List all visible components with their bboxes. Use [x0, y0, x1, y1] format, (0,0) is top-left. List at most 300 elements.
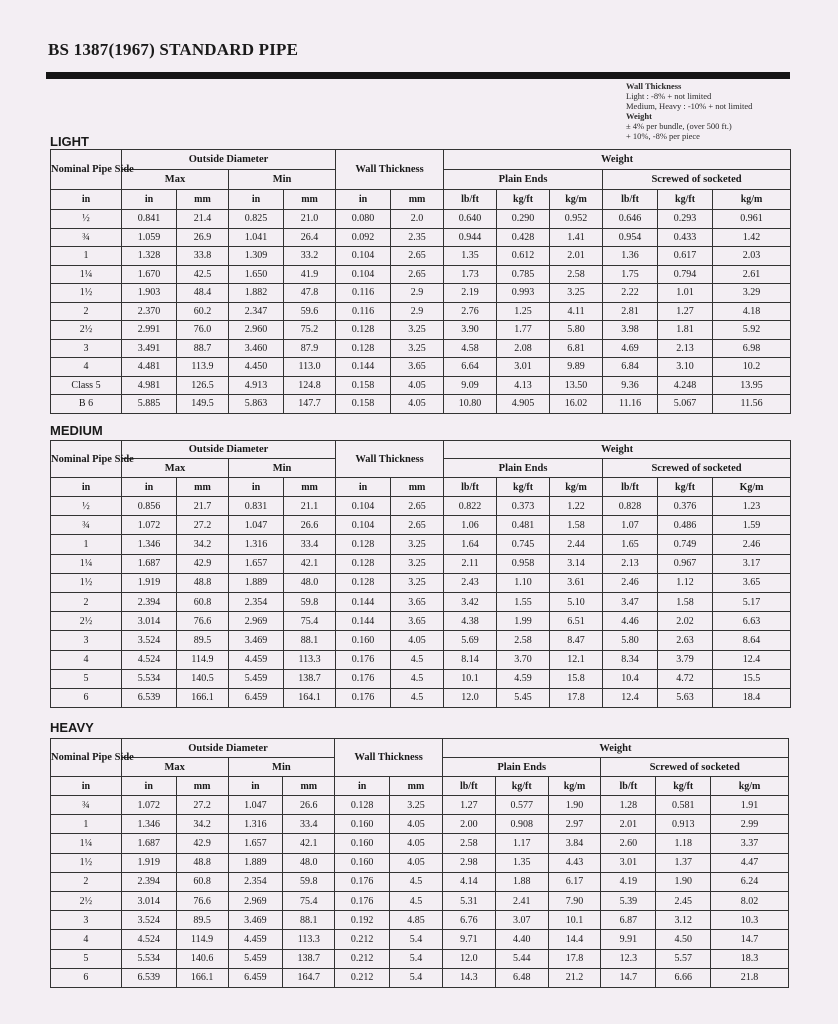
- table-cell: 140.6: [176, 949, 228, 968]
- table-cell: 42.5: [177, 265, 229, 284]
- table-cell: 5.63: [658, 688, 713, 707]
- table-cell: 75.4: [283, 891, 335, 910]
- table-cell: 6.81: [550, 339, 603, 358]
- table-cell: 26.6: [284, 516, 336, 535]
- table-cell: 1.41: [550, 228, 603, 247]
- table-cell: 1.23: [713, 497, 791, 516]
- table-cell: 1.27: [442, 796, 495, 815]
- table-cell: 0.116: [336, 302, 391, 321]
- table-cell: 2.63: [658, 631, 713, 650]
- table-cell: 10.1: [548, 911, 601, 930]
- table-cell: 5.534: [122, 669, 177, 688]
- table-cell: 0.617: [658, 247, 713, 266]
- table-cell: 89.5: [176, 911, 228, 930]
- table-cell: 0.856: [122, 497, 177, 516]
- unit-header: in: [228, 777, 283, 796]
- table-cell: 2.08: [497, 339, 550, 358]
- table-cell: 1.58: [658, 592, 713, 611]
- table-cell: 3.65: [391, 592, 444, 611]
- unit-header: in: [336, 190, 391, 210]
- table-cell: 0.952: [550, 210, 603, 229]
- table-cell: 5.10: [550, 592, 603, 611]
- table-cell: 5.459: [229, 669, 284, 688]
- nominal-size-cell: B 6: [51, 395, 122, 414]
- table-cell: 1.657: [228, 834, 283, 853]
- table-cell: 48.8: [177, 573, 229, 592]
- table-cell: 21.0: [284, 210, 336, 229]
- table-cell: 0.160: [336, 631, 391, 650]
- table-row: [51, 302, 791, 321]
- unit-header: in: [51, 190, 122, 210]
- table-cell: 149.5: [177, 395, 229, 414]
- table-cell: 3.01: [497, 358, 550, 377]
- table-cell: 12.3: [601, 949, 656, 968]
- unit-header: mm: [176, 777, 228, 796]
- table-cell: 0.745: [497, 535, 550, 554]
- table-cell: 6.98: [713, 339, 791, 358]
- nominal-size-cell: 4: [51, 930, 122, 949]
- table-cell: 0.104: [336, 497, 391, 516]
- header-max: Max: [121, 758, 228, 777]
- table-cell: 3.70: [497, 650, 550, 669]
- table-cell: 1.650: [229, 265, 284, 284]
- table-cell: 3.17: [713, 554, 791, 573]
- table-cell: 2.65: [391, 247, 444, 266]
- unit-header: kg/m: [713, 190, 791, 210]
- table-cell: 0.128: [336, 321, 391, 340]
- table-cell: 0.612: [497, 247, 550, 266]
- table-cell: 0.158: [336, 376, 391, 395]
- table-cell: 113.3: [284, 650, 336, 669]
- unit-header: in: [122, 478, 177, 497]
- table-cell: 0.080: [336, 210, 391, 229]
- unit-header: kg/ft: [658, 478, 713, 497]
- table-cell: 6.66: [656, 968, 711, 987]
- table-cell: 1.35: [495, 853, 548, 872]
- table-cell: 2.60: [601, 834, 656, 853]
- header-weight: Weight: [444, 441, 791, 459]
- table-cell: 0.958: [497, 554, 550, 573]
- table-cell: 12.4: [713, 650, 791, 669]
- table-cell: 1.059: [122, 228, 177, 247]
- unit-header: kg/m: [550, 478, 603, 497]
- unit-header: kg/ft: [497, 190, 550, 210]
- table-cell: 0.433: [658, 228, 713, 247]
- table-cell: 124.8: [284, 376, 336, 395]
- table-cell: 140.5: [177, 669, 229, 688]
- table-cell: 2.354: [228, 872, 283, 891]
- unit-header: mm: [390, 777, 443, 796]
- note-line: Light : -8% + not limited: [626, 91, 712, 101]
- table-cell: 4.47: [711, 853, 789, 872]
- table-row: [51, 554, 791, 573]
- pipe-table-medium: [50, 440, 791, 708]
- nominal-size-cell: 3: [51, 911, 122, 930]
- table-cell: 0.176: [336, 688, 391, 707]
- unit-header: in: [122, 190, 177, 210]
- table-row: [51, 911, 789, 930]
- table-cell: 4.43: [548, 853, 601, 872]
- table-row: [51, 516, 791, 535]
- table-cell: 1.88: [495, 872, 548, 891]
- table-cell: 26.9: [177, 228, 229, 247]
- table-cell: 0.128: [336, 535, 391, 554]
- table-cell: 3.65: [391, 358, 444, 377]
- table-cell: 164.7: [283, 968, 335, 987]
- table-cell: 1.81: [658, 321, 713, 340]
- table-cell: 3.460: [229, 339, 284, 358]
- table-cell: 1.316: [229, 535, 284, 554]
- table-cell: 4.905: [497, 395, 550, 414]
- table-cell: 5.31: [442, 891, 495, 910]
- table-cell: 4.05: [390, 853, 443, 872]
- table-cell: 6.24: [711, 872, 789, 891]
- unit-header: mm: [391, 190, 444, 210]
- table-cell: 2.58: [442, 834, 495, 853]
- table-cell: 0.954: [603, 228, 658, 247]
- table-cell: 0.794: [658, 265, 713, 284]
- table-cell: 5.80: [603, 631, 658, 650]
- table-cell: 166.1: [176, 968, 228, 987]
- table-cell: 1.65: [603, 535, 658, 554]
- nominal-size-cell: ½: [51, 497, 122, 516]
- table-cell: 26.6: [283, 796, 335, 815]
- table-row: [51, 688, 791, 707]
- table-cell: 1.25: [497, 302, 550, 321]
- table-cell: 33.4: [284, 535, 336, 554]
- nominal-size-cell: ¾: [51, 228, 122, 247]
- table-cell: 2.394: [121, 872, 176, 891]
- header-screwed-socketed: Screwed of socketed: [601, 758, 788, 777]
- table-cell: 3.47: [603, 592, 658, 611]
- table-cell: 0.144: [336, 592, 391, 611]
- table-cell: 4.459: [228, 930, 283, 949]
- table-cell: 0.144: [336, 612, 391, 631]
- unit-header: mm: [283, 777, 335, 796]
- table-cell: 3.65: [713, 573, 791, 592]
- nominal-size-cell: 6: [51, 968, 122, 987]
- table-cell: 1.309: [229, 247, 284, 266]
- table-cell: 4.524: [121, 930, 176, 949]
- header-nominal: Nominal Pipe Side: [51, 441, 122, 478]
- table-cell: 9.89: [550, 358, 603, 377]
- table-cell: 76.6: [176, 891, 228, 910]
- pipe-table-light: [50, 149, 791, 414]
- table-cell: 0.993: [497, 284, 550, 303]
- table-cell: 0.646: [603, 210, 658, 229]
- table-cell: 3.10: [658, 358, 713, 377]
- table-cell: 113.0: [284, 358, 336, 377]
- table-cell: 6.84: [603, 358, 658, 377]
- table-cell: 5.067: [658, 395, 713, 414]
- table-cell: 2.9: [391, 284, 444, 303]
- table-cell: 2.99: [711, 815, 789, 834]
- table-cell: 0.944: [444, 228, 497, 247]
- table-cell: 3.14: [550, 554, 603, 573]
- table-cell: 5.863: [229, 395, 284, 414]
- unit-header: kg/ft: [495, 777, 548, 796]
- table-cell: 76.6: [177, 612, 229, 631]
- table-cell: 2.46: [713, 535, 791, 554]
- note-line: Medium, Heavy : -10% + not limited: [626, 101, 753, 111]
- table-cell: 2.13: [658, 339, 713, 358]
- table-cell: 0.749: [658, 535, 713, 554]
- table-cell: 1.37: [656, 853, 711, 872]
- table-cell: 3.84: [548, 834, 601, 853]
- table-cell: 34.2: [177, 535, 229, 554]
- unit-header: lb/ft: [603, 190, 658, 210]
- table-row: [51, 247, 791, 266]
- table-cell: 13.50: [550, 376, 603, 395]
- table-cell: 1.657: [229, 554, 284, 573]
- note-line: Weight: [626, 111, 652, 121]
- table-cell: 15.8: [550, 669, 603, 688]
- table-cell: 21.1: [284, 497, 336, 516]
- table-cell: 6.76: [442, 911, 495, 930]
- table-cell: 3.014: [122, 612, 177, 631]
- table-cell: 2.11: [444, 554, 497, 573]
- table-cell: 3.79: [658, 650, 713, 669]
- header-max: Max: [122, 170, 229, 190]
- table-cell: 17.8: [548, 949, 601, 968]
- table-cell: 14.4: [548, 930, 601, 949]
- table-cell: 2.969: [229, 612, 284, 631]
- table-cell: 1.072: [122, 516, 177, 535]
- table-cell: 5.69: [444, 631, 497, 650]
- table-cell: 21.7: [177, 497, 229, 516]
- table-cell: 0.908: [495, 815, 548, 834]
- table-cell: 10.4: [603, 669, 658, 688]
- nominal-size-cell: 1: [51, 535, 122, 554]
- header-weight: Weight: [444, 150, 791, 170]
- table-cell: 41.9: [284, 265, 336, 284]
- table-cell: 1.07: [603, 516, 658, 535]
- unit-header: lb/ft: [442, 777, 495, 796]
- table-cell: 0.486: [658, 516, 713, 535]
- table-cell: 1.27: [658, 302, 713, 321]
- table-row: [51, 669, 791, 688]
- table-cell: 1.687: [121, 834, 176, 853]
- page-title: BS 1387(1967) STANDARD PIPE: [48, 40, 299, 59]
- table-cell: 5.885: [122, 395, 177, 414]
- table-cell: 8.47: [550, 631, 603, 650]
- table-cell: 88.1: [284, 631, 336, 650]
- table-cell: 9.71: [442, 930, 495, 949]
- table-cell: 1.01: [658, 284, 713, 303]
- title-rule: [46, 72, 790, 79]
- table-cell: 0.373: [497, 497, 550, 516]
- table-cell: 4.981: [122, 376, 177, 395]
- header-min: Min: [229, 170, 336, 190]
- table-cell: 4.05: [390, 834, 443, 853]
- table-cell: 60.2: [177, 302, 229, 321]
- nominal-size-cell: 3: [51, 339, 122, 358]
- header-wall-thickness: Wall Thickness: [336, 441, 444, 478]
- table-cell: 166.1: [177, 688, 229, 707]
- table-cell: 3.25: [391, 535, 444, 554]
- table-cell: 1.90: [548, 796, 601, 815]
- table-cell: 5.459: [228, 949, 283, 968]
- table-cell: 0.176: [335, 891, 390, 910]
- table-cell: 9.09: [444, 376, 497, 395]
- unit-header: kg/ft: [658, 190, 713, 210]
- unit-header: mm: [177, 478, 229, 497]
- table-cell: 1.047: [228, 796, 283, 815]
- table-cell: 6.539: [121, 968, 176, 987]
- table-cell: 14.7: [601, 968, 656, 987]
- table-cell: 75.2: [284, 321, 336, 340]
- table-cell: 1.28: [601, 796, 656, 815]
- table-cell: 126.5: [177, 376, 229, 395]
- table-cell: 4.913: [229, 376, 284, 395]
- table-cell: 3.29: [713, 284, 791, 303]
- nominal-size-cell: 1¼: [51, 834, 122, 853]
- unit-header: in: [336, 478, 391, 497]
- table-cell: 4.5: [391, 650, 444, 669]
- nominal-size-cell: ½: [51, 210, 122, 229]
- table-cell: 147.7: [284, 395, 336, 414]
- table-cell: 3.61: [550, 573, 603, 592]
- table-cell: 4.05: [390, 815, 443, 834]
- table-cell: 2.370: [122, 302, 177, 321]
- table-cell: 3.25: [391, 573, 444, 592]
- table-cell: 6.87: [601, 911, 656, 930]
- table-cell: 0.825: [229, 210, 284, 229]
- unit-header: in: [121, 777, 176, 796]
- table-cell: 9.91: [601, 930, 656, 949]
- table-cell: 5.39: [601, 891, 656, 910]
- header-min: Min: [228, 758, 335, 777]
- table-cell: 1.06: [444, 516, 497, 535]
- table-cell: 4.69: [603, 339, 658, 358]
- table-cell: 7.90: [548, 891, 601, 910]
- table-cell: 6.63: [713, 612, 791, 631]
- table-cell: 1.670: [122, 265, 177, 284]
- table-cell: 1.919: [121, 853, 176, 872]
- table-cell: 2.394: [122, 592, 177, 611]
- table-cell: 4.14: [442, 872, 495, 891]
- nominal-size-cell: 2: [51, 302, 122, 321]
- table-cell: 47.8: [284, 284, 336, 303]
- table-cell: 2.81: [603, 302, 658, 321]
- section-label: LIGHT: [50, 134, 89, 149]
- header-wall-thickness: Wall Thickness: [336, 150, 444, 190]
- table-cell: 0.176: [336, 669, 391, 688]
- unit-header: kg/m: [548, 777, 601, 796]
- table-cell: 1.903: [122, 284, 177, 303]
- table-cell: 0.967: [658, 554, 713, 573]
- table-cell: 1.55: [497, 592, 550, 611]
- table-cell: 14.3: [442, 968, 495, 987]
- unit-header: in: [229, 190, 284, 210]
- table-cell: 42.1: [284, 554, 336, 573]
- table-cell: 12.1: [550, 650, 603, 669]
- table-row: [51, 265, 791, 284]
- table-cell: 1.42: [713, 228, 791, 247]
- table-cell: 0.128: [336, 554, 391, 573]
- table-cell: 0.104: [336, 247, 391, 266]
- table-cell: 14.7: [711, 930, 789, 949]
- table-cell: 3.98: [603, 321, 658, 340]
- table-cell: 48.0: [283, 853, 335, 872]
- table-cell: 114.9: [177, 650, 229, 669]
- table-row: [51, 834, 789, 853]
- table-cell: 48.8: [176, 853, 228, 872]
- table-cell: 4.5: [390, 891, 443, 910]
- table-cell: 2.58: [550, 265, 603, 284]
- table-row: [51, 376, 791, 395]
- table-cell: 2.01: [601, 815, 656, 834]
- unit-header: mm: [284, 190, 336, 210]
- table-cell: 3.90: [444, 321, 497, 340]
- table-cell: 0.577: [495, 796, 548, 815]
- nominal-size-cell: 1½: [51, 573, 122, 592]
- table-cell: 10.1: [444, 669, 497, 688]
- table-row: [51, 815, 789, 834]
- table-cell: 1.12: [658, 573, 713, 592]
- table-cell: 138.7: [284, 669, 336, 688]
- table-cell: 2.13: [603, 554, 658, 573]
- table-cell: 5.57: [656, 949, 711, 968]
- table-cell: 0.160: [335, 834, 390, 853]
- nominal-size-cell: 2: [51, 592, 122, 611]
- table-cell: 5.4: [390, 968, 443, 987]
- table-cell: 0.104: [336, 265, 391, 284]
- table-cell: 2.969: [228, 891, 283, 910]
- table-cell: 3.524: [121, 911, 176, 930]
- nominal-size-cell: 5: [51, 669, 122, 688]
- table-cell: 1.346: [121, 815, 176, 834]
- nominal-size-cell: 4: [51, 650, 122, 669]
- table-cell: 0.104: [336, 516, 391, 535]
- nominal-size-cell: 1½: [51, 853, 122, 872]
- unit-header: in: [51, 478, 122, 497]
- table-cell: 0.831: [229, 497, 284, 516]
- table-cell: 59.6: [284, 302, 336, 321]
- nominal-size-cell: ¾: [51, 796, 122, 815]
- section-label: MEDIUM: [50, 423, 103, 438]
- table-cell: 88.1: [283, 911, 335, 930]
- table-cell: 0.428: [497, 228, 550, 247]
- table-cell: 0.481: [497, 516, 550, 535]
- table-cell: 0.212: [335, 949, 390, 968]
- table-cell: 18.3: [711, 949, 789, 968]
- table-cell: 0.128: [336, 339, 391, 358]
- table-cell: 59.8: [283, 872, 335, 891]
- table-cell: 2.43: [444, 573, 497, 592]
- table-cell: 6.17: [548, 872, 601, 891]
- table-cell: 0.092: [336, 228, 391, 247]
- table-cell: 1.889: [228, 853, 283, 872]
- table-cell: 5.4: [390, 930, 443, 949]
- table-cell: 2.58: [497, 631, 550, 650]
- table-cell: 33.2: [284, 247, 336, 266]
- table-cell: 1.041: [229, 228, 284, 247]
- table-cell: 1.35: [444, 247, 497, 266]
- table-row: [51, 592, 791, 611]
- table-cell: 10.3: [711, 911, 789, 930]
- table-cell: 5.45: [497, 688, 550, 707]
- table-cell: 21.8: [711, 968, 789, 987]
- table-cell: 16.02: [550, 395, 603, 414]
- table-row: [51, 968, 789, 987]
- table-cell: 21.4: [177, 210, 229, 229]
- unit-header: mm: [177, 190, 229, 210]
- table-row: [51, 853, 789, 872]
- table-cell: 4.59: [497, 669, 550, 688]
- table-cell: 1.346: [122, 535, 177, 554]
- table-cell: 4.450: [229, 358, 284, 377]
